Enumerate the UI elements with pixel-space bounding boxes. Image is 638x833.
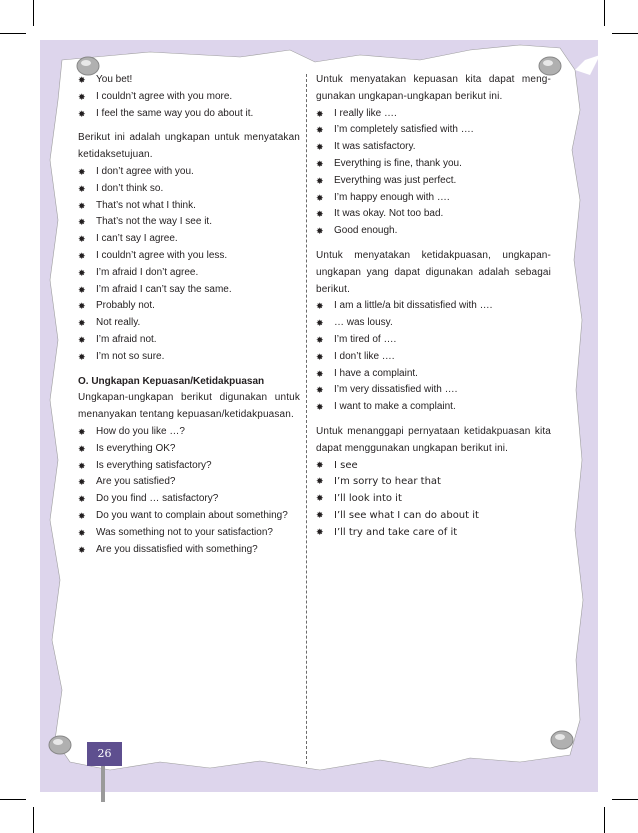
list-item: ✸ I’ll see what I can do about it bbox=[316, 508, 551, 525]
list-item: ✸ I don’t like …. bbox=[316, 349, 551, 366]
list-item: ✸ I am a little/a bit dissatisfied with …. bbox=[316, 298, 551, 315]
bullet-star-icon: ✸ bbox=[78, 494, 86, 505]
list-item: ✸ I have a complaint. bbox=[316, 366, 551, 383]
bullet-star-icon: ✸ bbox=[316, 108, 324, 119]
list-item: ✸ I don’t think so. bbox=[78, 181, 300, 198]
dissatisfaction-intro: Untuk menyatakan ketidakpuasan, ungkapan-ungkapan yang dapat digunakan adalah sebagai berikut. bbox=[316, 249, 551, 295]
list-item: ✸ I’m completely satisfied with …. bbox=[316, 122, 551, 139]
list-item: ✸ I’m not so sure. bbox=[78, 349, 300, 366]
list-item: ✸ I’m tired of …. bbox=[316, 332, 551, 349]
bullet-star-icon: ✸ bbox=[316, 334, 324, 345]
list-item: ✸ Good enough. bbox=[316, 223, 551, 240]
list-item: ✸ I can’t say I agree. bbox=[78, 231, 300, 248]
bullet-star-icon: ✸ bbox=[316, 510, 324, 521]
bullet-star-icon: ✸ bbox=[316, 226, 324, 237]
column-divider bbox=[306, 74, 307, 764]
bullet-star-icon: ✸ bbox=[316, 368, 324, 379]
list-item: ✸ Are you dissatisfied with something? bbox=[78, 542, 300, 559]
bullet-star-icon: ✸ bbox=[78, 351, 86, 362]
list-item: ✸ Is everything satisfactory? bbox=[78, 458, 300, 475]
agreement-list bbox=[78, 72, 300, 122]
pin-icon bbox=[49, 736, 71, 754]
bullet-star-icon: ✸ bbox=[78, 108, 86, 119]
bullet-star-icon: ✸ bbox=[316, 125, 324, 136]
list-item: ✸ It was okay. Not too bad. bbox=[316, 206, 551, 223]
bullet-star-icon: ✸ bbox=[78, 217, 86, 228]
section-heading: O. Ungkapan Kepuasan/Ketidakpuasan bbox=[78, 375, 265, 387]
list-item: ✸ I really like …. bbox=[316, 106, 551, 123]
bullet-star-icon: ✸ bbox=[316, 402, 324, 413]
bullet-star-icon: ✸ bbox=[316, 460, 324, 471]
list-item: ✸ Do you find … satisfactory? bbox=[78, 491, 300, 508]
list-item: ✸ It was satisfactory. bbox=[316, 139, 551, 156]
bullet-star-icon: ✸ bbox=[78, 284, 86, 295]
list-item: ✸ Is everything OK? bbox=[78, 441, 300, 458]
dissatisfaction-list bbox=[316, 298, 551, 416]
list-item: ✸ How do you like …? bbox=[78, 424, 300, 441]
list-item: ✸ Everything was just perfect. bbox=[316, 173, 551, 190]
bullet-star-icon: ✸ bbox=[316, 175, 324, 186]
list-item: ✸ I couldn’t agree with you less. bbox=[78, 248, 300, 265]
bullet-star-icon: ✸ bbox=[78, 75, 86, 85]
bullet-star-icon: ✸ bbox=[78, 301, 86, 312]
bullet-star-icon: ✸ bbox=[316, 494, 324, 505]
bullet-star-icon: ✸ bbox=[78, 477, 86, 488]
bullet-star-icon: ✸ bbox=[78, 200, 86, 211]
list-item: ✸ I’ll look into it bbox=[316, 491, 551, 508]
list-item: ✸ I feel the same way you do about it. bbox=[78, 106, 300, 123]
bullet-star-icon: ✸ bbox=[316, 209, 324, 220]
bullet-star-icon: ✸ bbox=[78, 166, 86, 177]
right-column bbox=[316, 72, 551, 542]
bullet-star-icon: ✸ bbox=[78, 544, 86, 555]
list-item: ✸ I don’t agree with you. bbox=[78, 164, 300, 181]
list-item: ✸ That’s not what I think. bbox=[78, 198, 300, 215]
list-item: ✸ I’m afraid not. bbox=[78, 332, 300, 349]
list-item: ✸ I want to make a complaint. bbox=[316, 399, 551, 416]
bullet-star-icon: ✸ bbox=[78, 91, 86, 102]
list-item: ✸ I’ll try and take care of it bbox=[316, 525, 551, 542]
page-number: 26 bbox=[87, 742, 122, 766]
list-item: ✸ Was something not to your satisfaction? bbox=[78, 525, 300, 542]
list-item: ✸ … was lousy. bbox=[316, 315, 551, 332]
list-item: ✸ That’s not the way I see it. bbox=[78, 214, 300, 231]
satisfaction-question-intro: Ungkapan-ungkapan berikut digunakan untuk menanyakan tentang kepuasan/ketidakpuasan. bbox=[78, 392, 300, 421]
signpost-pole bbox=[101, 764, 105, 802]
satisfaction-question-list bbox=[78, 424, 300, 558]
list-item: ✸ I’m very dissatisfied with …. bbox=[316, 382, 551, 399]
bullet-star-icon: ✸ bbox=[78, 234, 86, 245]
disagreement-intro: Berikut ini adalah ungkapan untuk menyatakan ketidaksetujuan. bbox=[78, 132, 300, 161]
bullet-star-icon: ✸ bbox=[78, 460, 86, 471]
response-list bbox=[316, 458, 551, 542]
bullet-star-icon: ✸ bbox=[78, 183, 86, 194]
bullet-star-icon: ✸ bbox=[78, 250, 86, 261]
bullet-star-icon: ✸ bbox=[78, 334, 86, 345]
pin-icon bbox=[551, 731, 573, 749]
bullet-star-icon: ✸ bbox=[78, 443, 86, 454]
bullet-star-icon: ✸ bbox=[316, 477, 324, 488]
bullet-star-icon: ✸ bbox=[316, 301, 324, 312]
list-item: ✸ Do you want to complain about something? bbox=[78, 508, 300, 525]
list-item: ✸ Not really. bbox=[78, 315, 300, 332]
bullet-star-icon: ✸ bbox=[78, 267, 86, 278]
bullet-star-icon: ✸ bbox=[316, 142, 324, 153]
bullet-star-icon: ✸ bbox=[78, 527, 86, 538]
list-item: ✸ Everything is fine, thank you. bbox=[316, 156, 551, 173]
satisfaction-intro: Untuk menyatakan kepuasan kita dapat meng-gunakan ungkapan-ungkapan berikut ini. bbox=[316, 74, 551, 102]
list-item: ✸ I see bbox=[316, 458, 551, 475]
list-item: ✸ You bet! bbox=[78, 72, 300, 89]
bullet-star-icon: ✸ bbox=[316, 385, 324, 396]
list-item: ✸ I’m afraid I can’t say the same. bbox=[78, 282, 300, 299]
bullet-star-icon: ✸ bbox=[316, 527, 324, 538]
satisfaction-list bbox=[316, 106, 551, 240]
disagreement-list bbox=[78, 164, 300, 366]
list-item: ✸ Probably not. bbox=[78, 298, 300, 315]
left-column bbox=[78, 72, 300, 558]
list-item: ✸ I’m sorry to hear that bbox=[316, 474, 551, 491]
bullet-star-icon: ✸ bbox=[78, 510, 86, 521]
response-intro: Untuk menanggapi pernyataan ketidakpuasan kita dapat menggunakan ungkapan berikut ini. bbox=[316, 425, 551, 454]
bullet-star-icon: ✸ bbox=[78, 318, 86, 329]
list-item: ✸ Are you satisfied? bbox=[78, 474, 300, 491]
bullet-star-icon: ✸ bbox=[78, 426, 86, 437]
bullet-star-icon: ✸ bbox=[316, 351, 324, 362]
bullet-star-icon: ✸ bbox=[316, 192, 324, 203]
list-item: ✸ I’m happy enough with …. bbox=[316, 190, 551, 207]
bullet-star-icon: ✸ bbox=[316, 318, 324, 329]
list-item: ✸ I couldn’t agree with you more. bbox=[78, 89, 300, 106]
bullet-star-icon: ✸ bbox=[316, 158, 324, 169]
list-item: ✸ I’m afraid I don’t agree. bbox=[78, 265, 300, 282]
